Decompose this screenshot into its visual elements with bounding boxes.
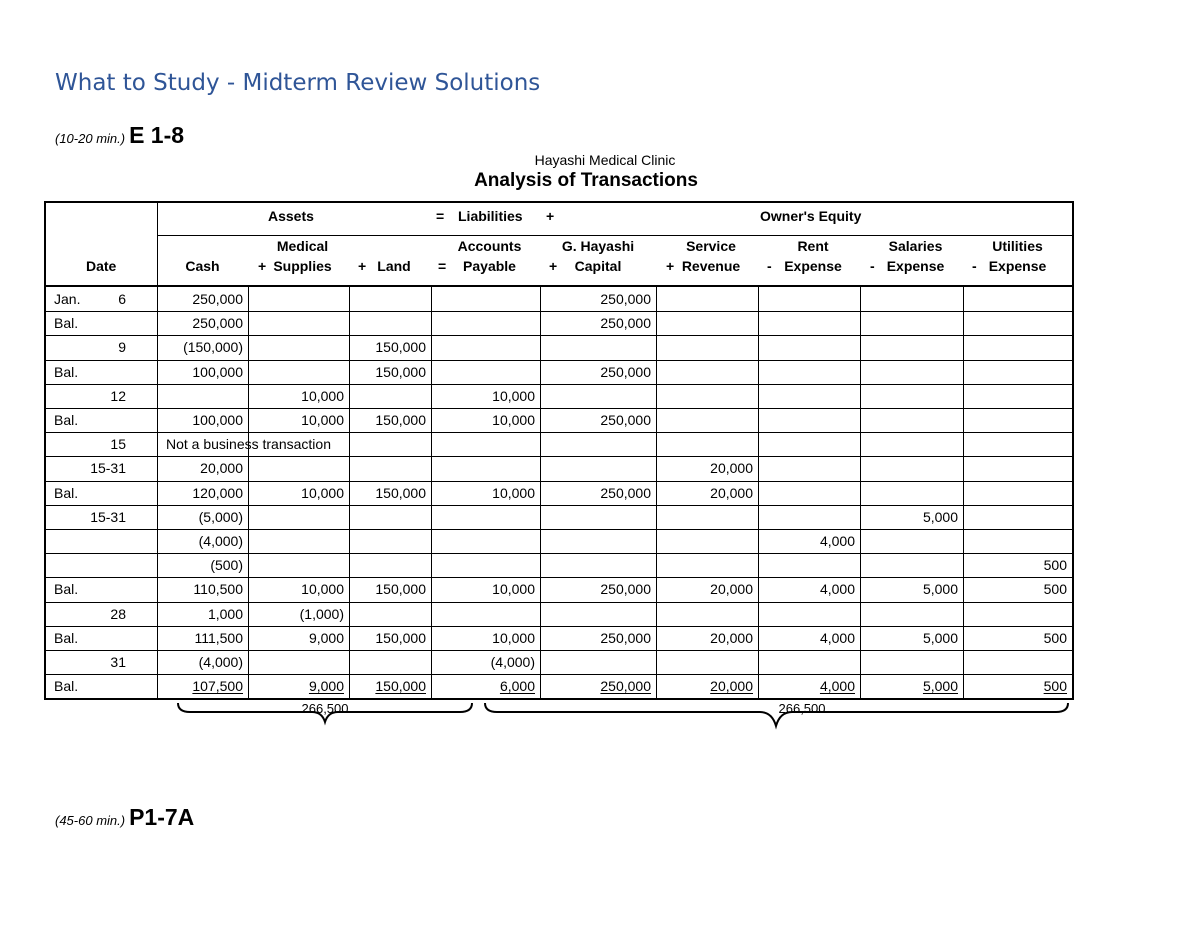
amount-value: 150,000 (375, 581, 426, 598)
exercise-time: (10-20 min.) (55, 131, 126, 146)
amount-value: 150,000 (375, 363, 426, 380)
amount-value: 9,000 (308, 629, 344, 646)
date-label: Bal. (54, 484, 79, 501)
column-header-line2: Revenue (681, 258, 741, 274)
date-label: Bal. (54, 363, 79, 380)
exercise-heading-2 (55, 804, 194, 831)
date-day: 9 (118, 339, 126, 356)
amount-value: 250,000 (192, 291, 243, 307)
amount-value: 10,000 (492, 412, 535, 428)
amount-value: 150,000 (375, 339, 426, 356)
date-day: 12 (110, 387, 126, 404)
amount-value: 5,000 (922, 581, 958, 598)
date-day: 15-31 (90, 508, 126, 525)
exercise-code: E 1-8 (129, 122, 185, 148)
amount-value: 20,000 (710, 678, 753, 695)
column-header-line2: Expense (784, 258, 842, 274)
amount-value: 100,000 (192, 412, 243, 428)
amount-value: 110,500 (193, 581, 243, 598)
amount-value: 111,500 (194, 629, 243, 646)
amount-value: 4,000 (819, 678, 855, 695)
amount-value: 150,000 (375, 484, 426, 501)
column-header-line2: Expense (886, 258, 945, 274)
amount-value: 250,000 (600, 363, 651, 380)
liabilities-header: Liabilities (458, 208, 523, 224)
date-header: Date (86, 258, 117, 274)
amount-value: 120,000 (192, 484, 243, 501)
amount-value: 250,000 (600, 412, 651, 428)
date-day: 15-31 (90, 460, 126, 477)
exercise-code-2: P1-7A (129, 804, 195, 830)
column-header-line1: Rent (797, 238, 829, 254)
date-day: 15 (110, 436, 126, 453)
amount-value: 10,000 (492, 581, 535, 598)
amount-value: (150,000) (183, 339, 243, 356)
amount-value: 20,000 (200, 460, 243, 477)
amount-value: (500) (210, 557, 243, 574)
operator-sign: + (666, 258, 675, 274)
date-label: Bal. (54, 581, 79, 598)
amount-value: 250,000 (600, 629, 651, 646)
amount-value: 5,000 (922, 508, 958, 525)
amount-value: (4,000) (198, 654, 243, 670)
amount-value: 250,000 (600, 678, 651, 695)
amount-value: 100,000 (192, 363, 243, 380)
operator-sign: - (972, 258, 977, 274)
row-note: Not a business transaction (166, 436, 331, 453)
column-header-line1: Accounts (457, 238, 522, 254)
amount-value: 250,000 (600, 315, 651, 332)
amount-value: 250,000 (600, 484, 651, 501)
amount-value: 4,000 (819, 581, 855, 598)
amount-value: (4,000) (198, 533, 243, 549)
amount-value: 4,000 (819, 533, 855, 549)
operator-sign: + (358, 258, 367, 274)
date-label: Bal. (54, 629, 79, 646)
column-header-line1: Medical (276, 238, 329, 254)
amount-value: 6,000 (499, 678, 535, 695)
date-label: Jan. (54, 291, 81, 307)
column-header-line2: Payable (463, 258, 516, 274)
amount-value: 500 (1043, 629, 1067, 646)
exercise-time-2: (45-60 min.) (55, 813, 126, 828)
amount-value: 20,000 (710, 484, 753, 501)
amount-value: 1,000 (207, 605, 243, 622)
column-header-line1: Service (686, 238, 736, 254)
operator-sign: = (438, 258, 447, 274)
amount-value: 10,000 (492, 387, 535, 404)
amount-value: 20,000 (710, 460, 753, 477)
liab-equity-total: 266,500 (778, 701, 826, 716)
owners-equity-header: Owner's Equity (760, 208, 862, 224)
assets-total: 266,500 (301, 701, 349, 716)
amount-value: 20,000 (710, 629, 753, 646)
amount-value: 500 (1043, 557, 1067, 574)
operator-sign: - (767, 258, 772, 274)
amount-value: 10,000 (492, 484, 535, 501)
amount-value: 5,000 (922, 629, 958, 646)
amount-value: (1,000) (299, 605, 344, 622)
analysis-title: Analysis of Transactions (474, 170, 698, 191)
equals-sign: = (436, 208, 445, 224)
amount-value: 250,000 (600, 581, 651, 598)
amount-value: 150,000 (375, 678, 426, 695)
column-header-line1: Utilities (992, 238, 1043, 254)
amount-value: 10,000 (492, 629, 535, 646)
column-header-line1: Salaries (888, 238, 943, 254)
amount-value: 10,000 (301, 484, 344, 501)
plus-sign: + (546, 208, 555, 224)
operator-sign: - (870, 258, 875, 274)
date-label: Bal. (54, 315, 79, 332)
column-header-line2: Cash (185, 258, 220, 274)
assets-header: Assets (268, 208, 314, 224)
amount-value: 5,000 (922, 678, 958, 695)
amount-value: 250,000 (600, 291, 651, 307)
amount-value: 250,000 (192, 315, 243, 332)
company-name: Hayashi Medical Clinic (534, 152, 676, 168)
amount-value: 500 (1043, 678, 1067, 695)
date-day: 6 (118, 291, 126, 307)
amount-value: 10,000 (301, 387, 344, 404)
amount-value: (4,000) (490, 654, 535, 670)
column-header-line2: Capital (574, 258, 622, 274)
amount-value: 10,000 (301, 412, 344, 428)
amount-value: 20,000 (710, 581, 753, 598)
amount-value: 9,000 (308, 678, 344, 695)
amount-value: 107,500 (192, 678, 243, 695)
column-header-line1: G. Hayashi (561, 238, 635, 254)
column-header-line2: Supplies (273, 258, 332, 274)
amount-value: 150,000 (375, 412, 426, 428)
column-header-line2: Expense (988, 258, 1047, 274)
operator-sign: + (258, 258, 267, 274)
operator-sign: + (549, 258, 558, 274)
doc-title: What to Study - Midterm Review Solutions (55, 70, 541, 96)
date-label: Bal. (54, 412, 79, 428)
amount-value: 150,000 (375, 629, 426, 646)
amount-value: 4,000 (819, 629, 855, 646)
amount-value: 500 (1043, 581, 1067, 598)
amount-value: 10,000 (301, 581, 344, 598)
date-day: 31 (110, 654, 126, 670)
date-label: Bal. (54, 678, 79, 695)
date-day: 28 (110, 605, 126, 622)
column-header-line2: Land (377, 258, 411, 274)
amount-value: (5,000) (198, 508, 243, 525)
